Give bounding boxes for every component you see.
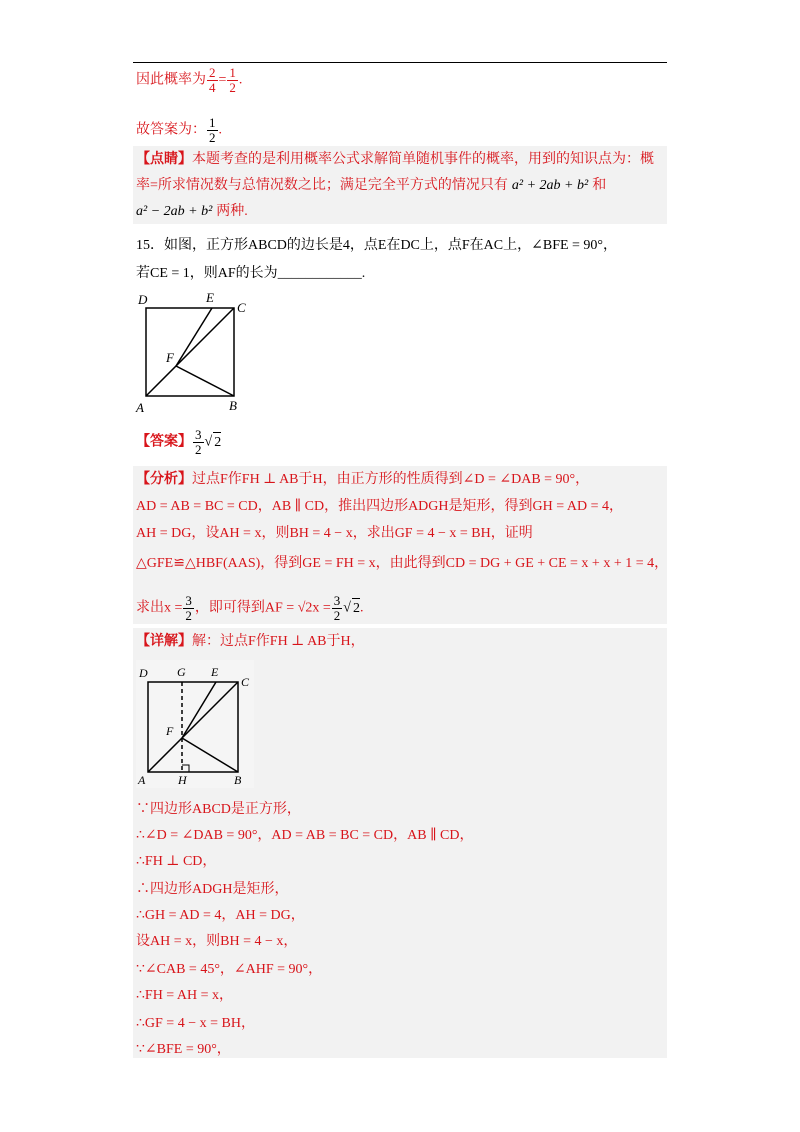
label-a: A: [136, 400, 144, 415]
right-angle-mark: [182, 765, 189, 772]
detail-step-3: ∴FH ⊥ CD，: [136, 854, 217, 869]
fraction-2-4: $\frac{2}{4}$: [209, 65, 216, 95]
diagonal-ac: [146, 308, 234, 396]
analysis-line-5: 求出x = $\frac{3}{2}$ ，即可得到AF = √2x = $\frac{3}{2}$ √ 2.: [136, 593, 364, 623]
comment-line-1: 【点睛】本题考查的是利用概率公式求解简单随机事件的概率，用到的知识点为：概: [136, 152, 654, 167]
detail-step-4: ∴四边形ADGH是矩形，: [136, 882, 289, 897]
detail-step-1: ∵四边形ABCD是正方形，: [136, 802, 301, 817]
label2-b: B: [234, 773, 242, 787]
detail-step-2: ∴∠D = ∠DAB = 90°，AD = AB = BC = CD，AB ∥ CD，: [136, 828, 474, 843]
label-b: B: [229, 398, 237, 413]
prev-answer-line: 故答案为： $\frac{1}{2}$ .: [136, 115, 222, 145]
label-c: C: [237, 300, 246, 315]
label2-a: A: [138, 773, 146, 787]
prev-probability-text: 因此概率为: [136, 72, 206, 88]
segment-fb-2: [182, 738, 238, 772]
top-rule: [133, 62, 667, 63]
prev-probability-line: 因此概率为 $\frac{2}{4}$ = $\frac{1}{2}$ .: [136, 65, 243, 95]
label2-f: F: [166, 724, 174, 738]
label2-g: G: [177, 665, 186, 679]
problem-line-1: 15．如图，正方形ABCD的边长是4，点E在DC上，点F在AC上，∠BFE = 90°，: [136, 238, 618, 253]
answer-fraction: $\frac{1}{2}$: [209, 115, 216, 145]
segment-fe: [176, 308, 212, 366]
analysis-line-1: 【分析】过点F作FH ⊥ AB于H，由正方形的性质得到∠D = ∠DAB = 90°，: [136, 472, 590, 487]
label2-h: H: [178, 773, 187, 787]
detail-tag: 【详解】: [136, 634, 192, 649]
answer-fraction-3-2: $\frac{3}{2}$: [195, 427, 202, 457]
detail-intro-line: 【详解】解：过点F作FH ⊥ AB于H，: [136, 634, 365, 649]
detail-step-7: ∵∠CAB = 45°，∠AHF = 90°，: [136, 962, 323, 977]
analysis-tag: 【分析】: [136, 472, 192, 487]
detail-step-10: ∵∠BFE = 90°，: [136, 1042, 231, 1057]
label2-c: C: [241, 675, 250, 689]
problem-line-2: 若CE = 1，则AF的长为____________.: [136, 266, 366, 281]
diagonal-ac-2: [148, 682, 238, 772]
analysis-line-2: AD = AB = BC = CD，AB ∥ CD，推出四边形ADGH是矩形，得到GH = AD = 4，: [136, 499, 623, 514]
detail-step-9: ∴GF = 4 − x = BH，: [136, 1016, 255, 1031]
analysis-line-4: △GFE≌△HBF(AAS)，得到GE = FH = x，由此得到CD = DG + GE + CE = x + x + 1 = 4，: [136, 556, 669, 571]
comment-tag: 【点睛】: [136, 152, 192, 167]
label-d: D: [138, 292, 148, 307]
answer-tag: 【答案】: [136, 434, 192, 450]
segment-fb: [176, 366, 234, 396]
label2-e: E: [211, 665, 219, 679]
answer-radicand: 2: [213, 432, 221, 453]
label-e: E: [206, 290, 214, 305]
answer-line: 【答案】 $\frac{3}{2}$ √ 2: [136, 427, 222, 457]
detail-step-8: ∴FH = AH = x，: [136, 988, 234, 1003]
figure-square-with-perpendicular: [136, 662, 254, 788]
label-f: F: [166, 350, 174, 365]
comment-line-2: 率=所求情况数与总情况数之比；满足完全平方式的情况只有 a² + 2ab + b² 和: [136, 178, 607, 193]
answer-blank: ____________: [277, 266, 362, 281]
label2-d: D: [139, 666, 148, 680]
detail-step-6: 设AH = x，则BH = 4 − x，: [136, 934, 298, 949]
comment-line-3: a² − 2ab + b² 两种.: [136, 204, 248, 219]
analysis-line-3: AH = DG，设AH = x，则BH = 4 − x，求出GF = 4 − x = BH，证明: [136, 526, 533, 541]
detail-step-5: ∴GH = AD = 4，AH = DG，: [136, 908, 305, 923]
figure-square-diagram: [134, 290, 254, 416]
fraction-1-2: $\frac{1}{2}$: [229, 65, 236, 95]
